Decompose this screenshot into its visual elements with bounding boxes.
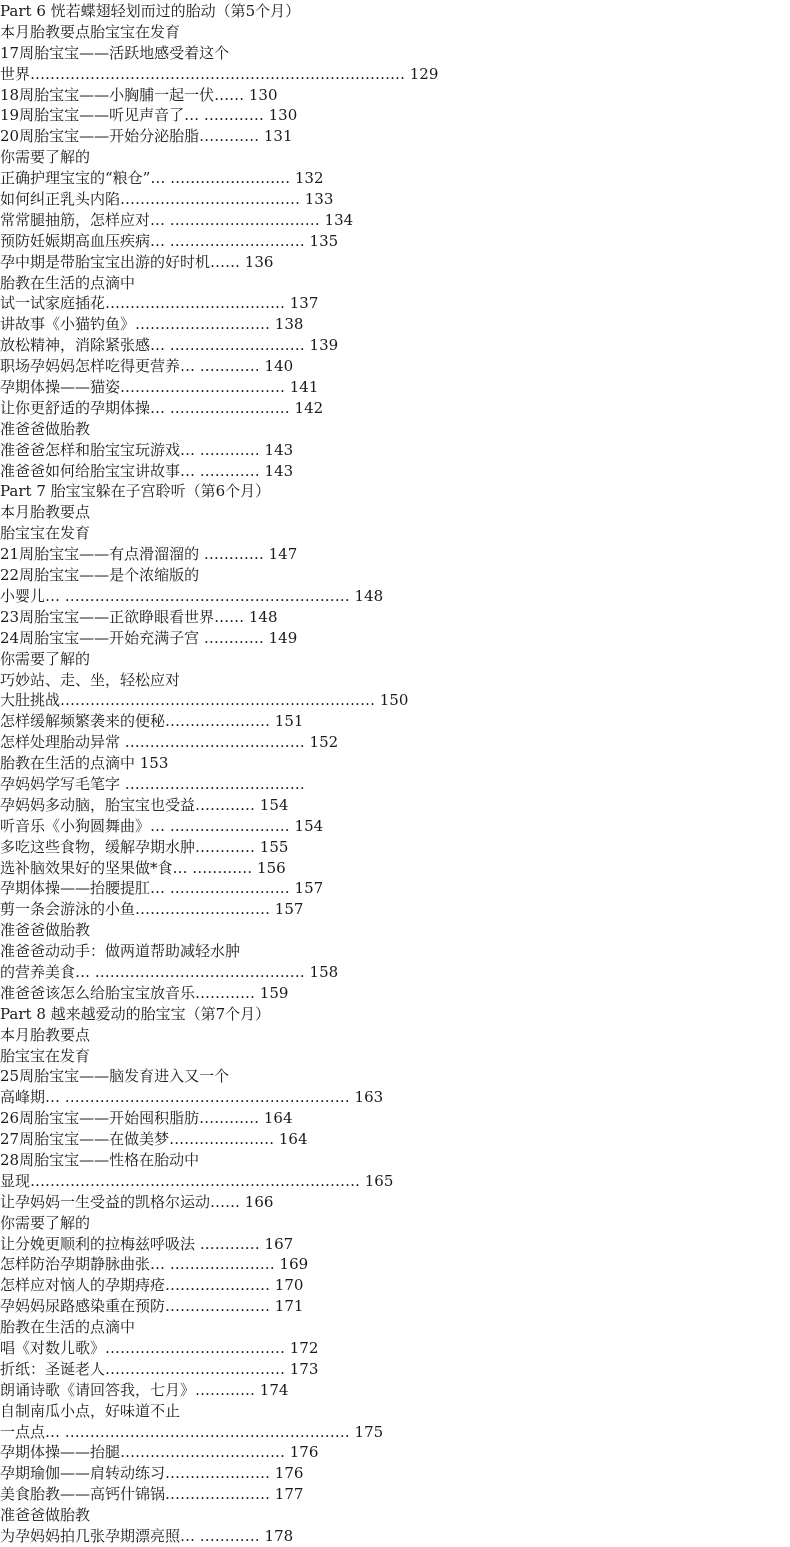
toc-line: 怎样应对恼人的孕期痔疮………………… 170 (0, 1276, 304, 1295)
toc-line: 正确护理宝宝的“粮仓”… …………………… 132 (0, 169, 324, 188)
toc-line: 孕期体操——抬腿…………………………… 176 (0, 1443, 319, 1462)
toc-line: 27周胎宝宝——在做美梦………………… 164 (0, 1130, 308, 1149)
toc-line: 孕妈妈学写毛笔字 ……………………………… (0, 774, 305, 793)
toc-line: 让分娩更顺利的拉梅兹呼吸法 ………… 167 (0, 1234, 294, 1253)
toc-line: 孕期体操——猫姿…………………………… 141 (0, 378, 319, 397)
toc-line: 17周胎宝宝——活跃地感受着这个 (0, 43, 230, 62)
toc-line: 21周胎宝宝——有点滑溜溜的 ………… 147 (0, 545, 298, 564)
toc-line: 孕期瑜伽——肩转动练习………………… 176 (0, 1464, 304, 1483)
toc-line: Part 8 越来越爱动的胎宝宝（第7个月） (0, 1004, 271, 1023)
toc-line: 准爸爸怎样和胎宝宝玩游戏… ………… 143 (0, 440, 294, 459)
toc-line: 怎样防治孕期静脉曲张… ………………… 169 (0, 1255, 309, 1274)
toc-line: 准爸爸动动手：做两道帮助减轻水肿 (0, 942, 241, 961)
toc-line: 孕妈妈尿路感染重在预防………………… 171 (0, 1297, 304, 1316)
toc-line: 预防妊娠期高血压疾病… ……………………… 135 (0, 231, 339, 250)
toc-line: 你需要了解的 (0, 148, 91, 167)
toc-line: 孕期体操——抬腰提肛… …………………… 157 (0, 879, 324, 898)
toc-line: 19周胎宝宝——听见声音了… ………… 130 (0, 106, 298, 125)
toc-line: Part 7 胎宝宝躲在子宫聆听（第6个月） (0, 482, 271, 501)
toc-line: 听音乐《小狗圆舞曲》… …………………… 154 (0, 816, 324, 835)
toc-line: 准爸爸做胎教 (0, 1506, 91, 1525)
toc-line: 你需要了解的 (0, 1213, 91, 1232)
toc-line: 28周胎宝宝——性格在胎动中 (0, 1150, 200, 1169)
toc-line: 胎宝宝在发育 (0, 524, 91, 543)
toc-line: 大肚挑战……………………………………………………… 150 (0, 691, 409, 710)
toc-line: 准爸爸做胎教 (0, 419, 91, 438)
toc-line: 显现………………………………………………………… 165 (0, 1171, 394, 1190)
toc-line: 怎样处理胎动异常 ……………………………… 152 (0, 733, 339, 752)
toc-line: 本月胎教要点 (0, 1025, 91, 1044)
toc-line: 20周胎宝宝——开始分泌胎脂………… 131 (0, 127, 293, 146)
toc-line: 胎教在生活的点滴中 153 (0, 754, 169, 773)
toc-line: 准爸爸如何给胎宝宝讲故事… ………… 143 (0, 461, 294, 480)
toc-line: 小婴儿… ………………………………………………… 148 (0, 586, 384, 605)
toc-line: 多吃这些食物，缓解孕期水肿………… 155 (0, 837, 289, 856)
toc-line: 常常腿抽筋，怎样应对… ………………………… 134 (0, 210, 354, 229)
toc-line: 如何纠正乳头内陷……………………………… 133 (0, 190, 334, 209)
toc-line: Part 6 恍若蝶翅轻划而过的胎动（第5个月） (0, 2, 301, 20)
toc-line: 折纸：圣诞老人……………………………… 173 (0, 1359, 319, 1378)
toc-line: 一点点… ………………………………………………… 175 (0, 1422, 384, 1441)
toc-line: 放松精神，消除紧张感… ……………………… 139 (0, 336, 339, 355)
table-of-contents (0, 1, 790, 1547)
toc-line: 自制南瓜小点，好味道不止 (0, 1401, 181, 1420)
toc-line: 24周胎宝宝——开始充满子宫 ………… 149 (0, 628, 298, 647)
toc-line: 让你更舒适的孕期体操… …………………… 142 (0, 398, 324, 417)
toc-line: 巧妙站、走、坐，轻松应对 (0, 670, 181, 689)
toc-line: 准爸爸该怎么给胎宝宝放音乐………… 159 (0, 983, 289, 1002)
toc-line: 的营养美食… …………………………………… 158 (0, 962, 339, 981)
toc-line: 朗诵诗歌《请回答我，七月》………… 174 (0, 1380, 289, 1399)
toc-line: 讲故事《小猫钓鱼》……………………… 138 (0, 315, 304, 334)
toc-line: 唱《对数儿歌》……………………………… 172 (0, 1339, 319, 1357)
toc-line: 胎教在生活的点滴中 (0, 1318, 136, 1337)
toc-line: 高峰期… ………………………………………………… 163 (0, 1088, 384, 1107)
toc-line: 孕妈妈多动脑，胎宝宝也受益………… 154 (0, 795, 289, 814)
toc-line: 世界………………………………………………………………… 129 (0, 64, 439, 83)
toc-line: 选补脑效果好的坚果做*食… ………… 156 (0, 858, 286, 877)
toc-line: 剪一条会游泳的小鱼……………………… 157 (0, 900, 304, 919)
toc-line: 25周胎宝宝——脑发育进入又一个 (0, 1067, 230, 1086)
toc-line: 试一试家庭插花……………………………… 137 (0, 294, 319, 313)
toc-line: 准爸爸做胎教 (0, 921, 91, 940)
toc-line: 22周胎宝宝——是个浓缩版的 (0, 566, 200, 585)
toc-line: 18周胎宝宝——小胸脯一起一伏…… 130 (0, 85, 278, 104)
toc-line: 职场孕妈妈怎样吃得更营养… ………… 140 (0, 357, 294, 376)
toc-line: 胎教在生活的点滴中 (0, 273, 136, 292)
toc-line: 26周胎宝宝——开始囤积脂肪………… 164 (0, 1109, 293, 1128)
toc-line: 美食胎教——高钙什锦锅………………… 177 (0, 1485, 304, 1504)
toc-line: 23周胎宝宝——正欲睁眼看世界…… 148 (0, 607, 278, 626)
toc-line: 让孕妈妈一生受益的凯格尔运动…… 166 (0, 1192, 274, 1211)
toc-line: 怎样缓解频繁袭来的便秘………………… 151 (0, 712, 304, 731)
toc-line: 为孕妈妈拍几张孕期漂亮照… ………… 178 (0, 1527, 294, 1546)
toc-line: 孕中期是带胎宝宝出游的好时机…… 136 (0, 252, 274, 271)
toc-line: 本月胎教要点胎宝宝在发育 (0, 22, 181, 41)
toc-line: 本月胎教要点 (0, 503, 91, 522)
toc-line: 胎宝宝在发育 (0, 1046, 91, 1065)
toc-line: 你需要了解的 (0, 649, 91, 668)
